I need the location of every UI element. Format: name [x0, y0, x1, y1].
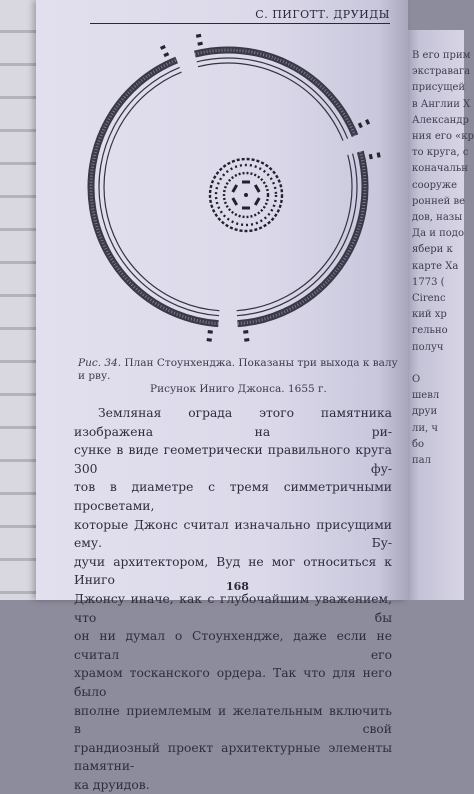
figure-label: Рис. 34.	[78, 357, 122, 369]
gate-marker	[197, 42, 203, 46]
body-line: Земляная ограда этого памятника изображена на ри-	[74, 406, 392, 439]
body-line: он ни думал о Стоунхендже, даже если не считал его	[74, 629, 392, 662]
gate-marker	[244, 338, 249, 342]
right-page-line: сооруже	[412, 179, 458, 191]
right-page-line: гельно	[412, 325, 448, 337]
trilithon	[242, 207, 250, 210]
right-page-line: Александр	[412, 114, 469, 126]
right-page-line: экстравага	[412, 66, 471, 78]
right-page-line: шевл	[412, 390, 440, 402]
body-line: храмом тосканского ордера. Так что для него было	[74, 666, 392, 699]
right-page-line: ния его «кр	[412, 131, 474, 143]
right-page-line: то круга, с	[412, 147, 469, 159]
right-page-line: дов, назы	[412, 212, 463, 224]
right-page-line: ли, ч	[412, 422, 438, 434]
body-line: Джонсу иначе, как с глубочайшим уважением, что бы	[74, 591, 392, 625]
body-line: вполне приемлемым и желательным включить в свой	[74, 703, 392, 737]
right-page-line	[412, 356, 456, 372]
right-page-line: получ	[412, 341, 444, 353]
right-page-line: Cirenc	[412, 293, 446, 305]
trilithon	[242, 181, 250, 184]
right-page-line: пал	[412, 455, 431, 467]
right-page-line: ябери к	[412, 244, 453, 256]
right-page-line: коначальн	[412, 163, 468, 175]
gate-marker	[358, 122, 363, 128]
altar-stone	[244, 193, 248, 197]
central-stone-circles	[210, 159, 282, 231]
right-page-line: ронней ве	[412, 195, 466, 207]
ditch-line-outer	[197, 58, 348, 139]
stonehenge-plan-figure	[80, 35, 380, 355]
figure-caption	[78, 357, 398, 396]
gate-marker	[196, 34, 202, 38]
right-page-line: В его прим	[412, 50, 471, 61]
caption-line-1: План Стоунхенджа. Показаны три выхода к валу и рву.	[78, 357, 398, 382]
right-page-line: Да и подо	[412, 228, 464, 240]
trilithon	[231, 184, 238, 192]
ditch-line-inner	[237, 155, 352, 311]
trilithon	[231, 197, 238, 205]
trilithon	[254, 184, 261, 192]
bank-band	[238, 152, 365, 324]
earthwork-rings	[91, 50, 365, 324]
gate-marker	[365, 119, 370, 125]
gate-marker	[163, 52, 169, 57]
body-line: ка друидов.	[74, 777, 150, 792]
caption-line-2: Рисунок Иниго Джонса. 1655 г.	[150, 383, 327, 395]
body-line: которые Джонс считал изначально присущими ему. Бу-	[74, 517, 392, 551]
gate-marker	[208, 330, 213, 334]
ditch-line-inner	[198, 63, 343, 141]
body-paragraph	[74, 404, 392, 794]
body-line: грандиозный проект архитектурные элементы памятни-	[74, 740, 392, 774]
ditch-line-outer	[237, 154, 357, 316]
gate-markers	[160, 34, 381, 342]
body-line: дучи архитектором, Вуд не мог относиться к Иниго	[74, 554, 392, 588]
right-page-line: присущей	[412, 82, 466, 94]
right-page-text	[412, 48, 474, 469]
bank-band	[91, 60, 218, 324]
body-text-block	[74, 404, 392, 794]
gate-marker	[243, 330, 248, 334]
body-line: тов в диаметре с тремя симметричными просветами,	[74, 480, 392, 513]
right-page-line: карте Ха	[412, 260, 459, 272]
page-number: 168	[226, 580, 249, 593]
right-page-line: друи	[412, 406, 438, 418]
bank-hatching	[238, 152, 365, 324]
right-page-line: О	[412, 374, 421, 386]
gate-marker	[369, 154, 373, 160]
gate-marker	[160, 45, 166, 50]
right-page-line: в Англии X	[412, 98, 471, 110]
right-page-line: кий хр	[412, 309, 447, 321]
running-header: С. ПИГОТТ. ДРУИДЫ	[90, 8, 390, 24]
right-page-line: бо	[412, 438, 425, 450]
bank-hatching	[91, 60, 218, 324]
right-page-line: 1773 (	[412, 276, 445, 288]
gate-marker	[207, 338, 212, 342]
trilithon	[254, 197, 261, 205]
background-wall	[0, 0, 40, 600]
body-line: сунке в виде геометрически правильного круга 300 фу-	[74, 443, 392, 476]
